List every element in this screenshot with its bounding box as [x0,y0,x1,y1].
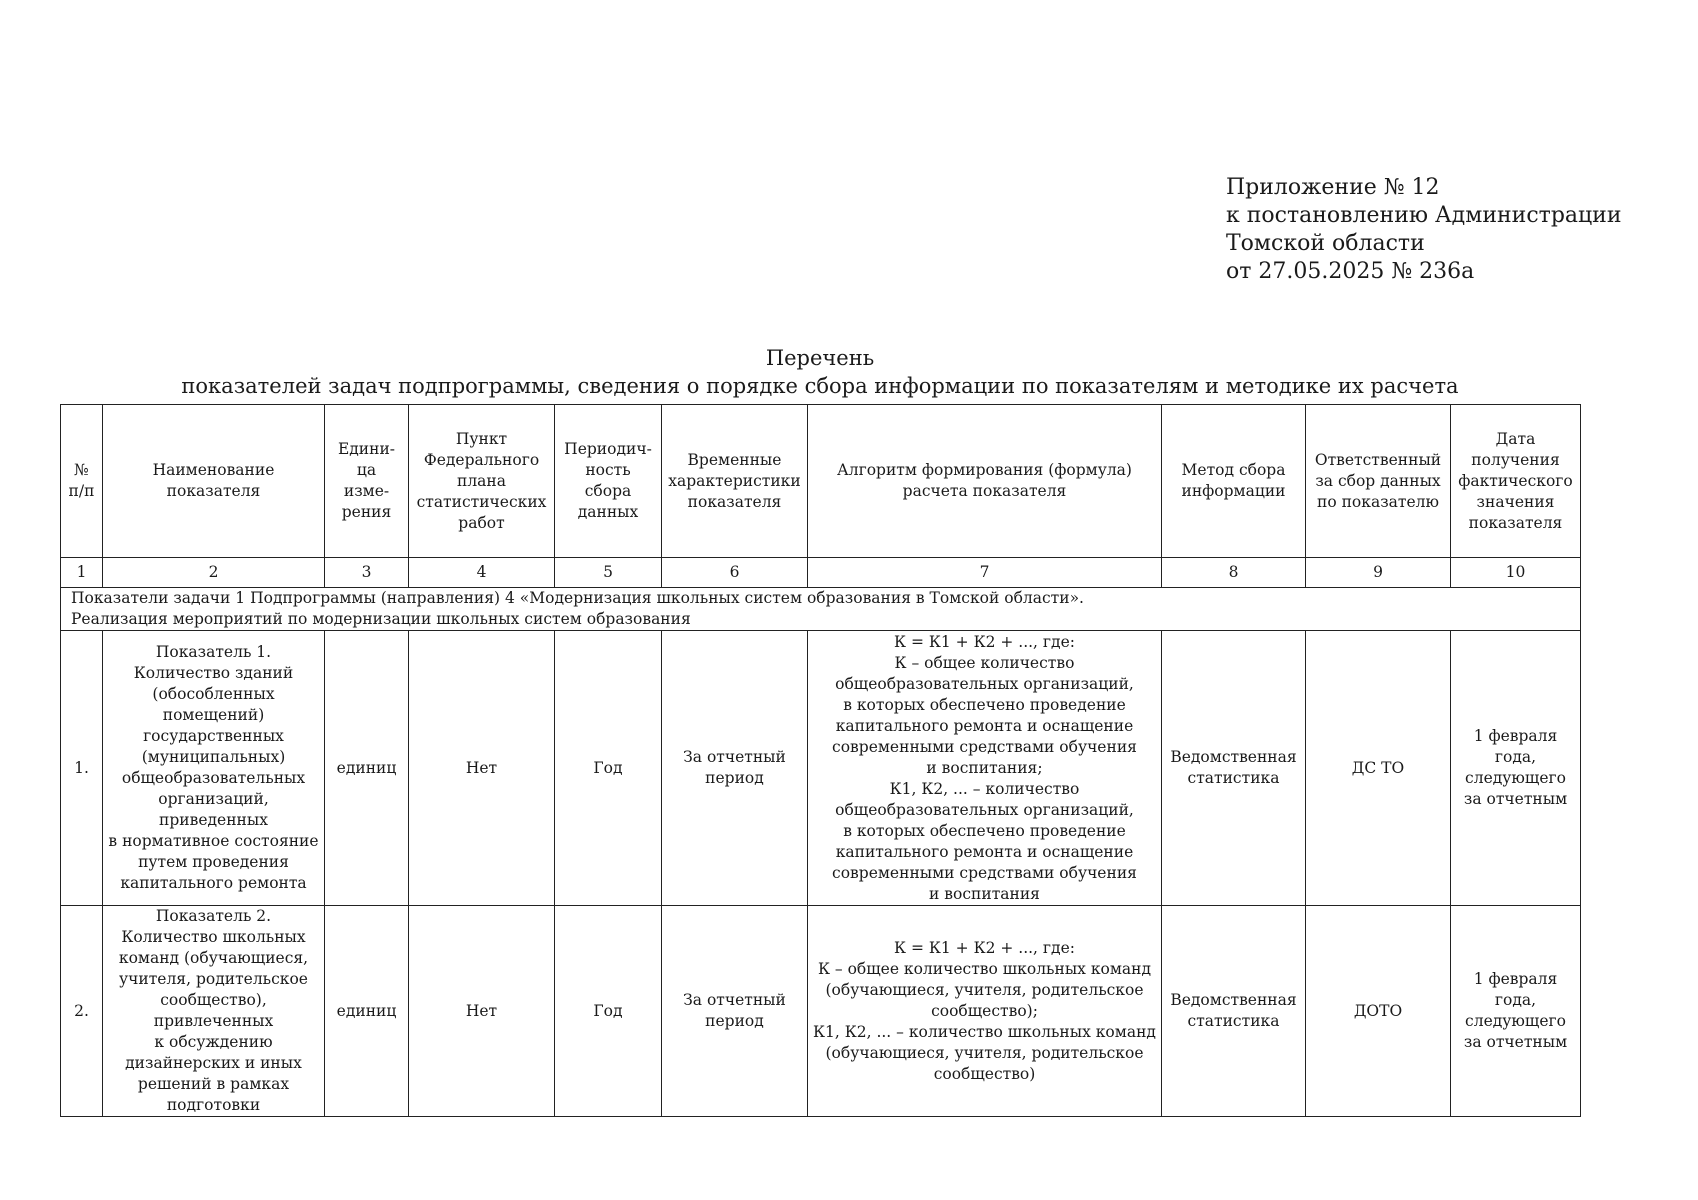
header-cell: Ответственный за сбор данных по показателю [1306,405,1451,558]
appendix-line: Томской области [1226,231,1425,256]
periodicity-cell: Год [555,631,662,906]
method-cell: Ведомственная статистика [1162,631,1306,906]
appendix-block [1226,174,1622,286]
algorithm-cell: К = К1 + К2 + ..., где: К – общее количество школьных команд (обучающиеся, учителя, родительское сообщество); К1, К2, ... – количество школьных команд (обучающиеся, учителя, родительское сообщество) [808,906,1162,1117]
appendix-line: от 27.05.2025 № 236а [1226,259,1475,284]
column-number-row [61,558,1581,588]
section-row [61,588,1581,631]
responsible-cell: ДС ТО [1306,631,1451,906]
header-cell: Едини- ца изме- рения [325,405,409,558]
header-cell: Метод сбора информации [1162,405,1306,558]
time-characteristics-cell: За отчетный период [662,631,808,906]
header-cell: Дата получения фактического значения показателя [1451,405,1581,558]
column-number: 3 [325,558,409,588]
time-characteristics-cell: За отчетный период [662,906,808,1117]
indicator-name: Показатель 2. Количество школьных команд (обучающиеся, учителя, родительское сообщество), привлеченных к обсуждению дизайнерских и иных решений в рамках подготовки [103,906,325,1117]
date-cell: 1 февраля года, следующего за отчетным [1451,631,1581,906]
section-line: Реализация мероприятий по модернизации школьных систем образования [71,610,691,628]
fedplan-cell: Нет [409,906,555,1117]
header-cell: Алгоритм формирования (формула) расчета показателя [808,405,1162,558]
section-line: Показатели задачи 1 Подпрограммы (направления) 4 «Модернизация школьных систем образования в Томской области». [71,589,1084,607]
header-cell: Периодич- ность сбора данных [555,405,662,558]
indicators-table [60,404,1581,1117]
column-number: 9 [1306,558,1451,588]
table-row [61,906,1581,1117]
document-title: Перечень [765,346,875,370]
table-row [61,631,1581,906]
column-number: 7 [808,558,1162,588]
date-cell: 1 февраля года, следующего за отчетным [1451,906,1581,1117]
header-cell: Наименование показателя [103,405,325,558]
column-number: 1 [61,558,103,588]
header-cell: Временные характеристики показателя [662,405,808,558]
table-header-row [61,405,1581,558]
document-subtitle: показателей задач подпрограммы, сведения о порядке сбора информации по показателям и методике их расчета [181,374,1459,398]
algorithm-cell: К = К1 + К2 + ..., где: К – общее количество общеобразовательных организаций, в которых обеспечено проведение капитального ремонта и оснащение современными средствами обучения и воспитания; К1, К2, ... – количество общеобразовательных организаций, в которых обеспечено проведение капитального ремонта и оснащение современными средствами обучения и воспитания [808,631,1162,906]
method-cell: Ведомственная статистика [1162,906,1306,1117]
section-cell [61,588,1581,631]
column-number: 10 [1451,558,1581,588]
appendix-line: Приложение № 12 [1226,175,1440,200]
header-cell: № п/п [61,405,103,558]
column-number: 6 [662,558,808,588]
fedplan-cell: Нет [409,631,555,906]
unit-cell: единиц [325,631,409,906]
unit-cell: единиц [325,906,409,1117]
column-number: 2 [103,558,325,588]
column-number: 4 [409,558,555,588]
column-number: 8 [1162,558,1306,588]
responsible-cell: ДОТО [1306,906,1451,1117]
periodicity-cell: Год [555,906,662,1117]
appendix-line: к постановлению Администрации [1226,203,1622,228]
header-cell: Пункт Федерального плана статистических работ [409,405,555,558]
column-number: 5 [555,558,662,588]
row-number: 2. [61,906,103,1117]
row-number: 1. [61,631,103,906]
indicator-name: Показатель 1. Количество зданий (обособленных помещений) государственных (муниципальных) общеобразовательных организаций, приведенных в нормативное состояние путем проведения капитального ремонта [103,631,325,906]
